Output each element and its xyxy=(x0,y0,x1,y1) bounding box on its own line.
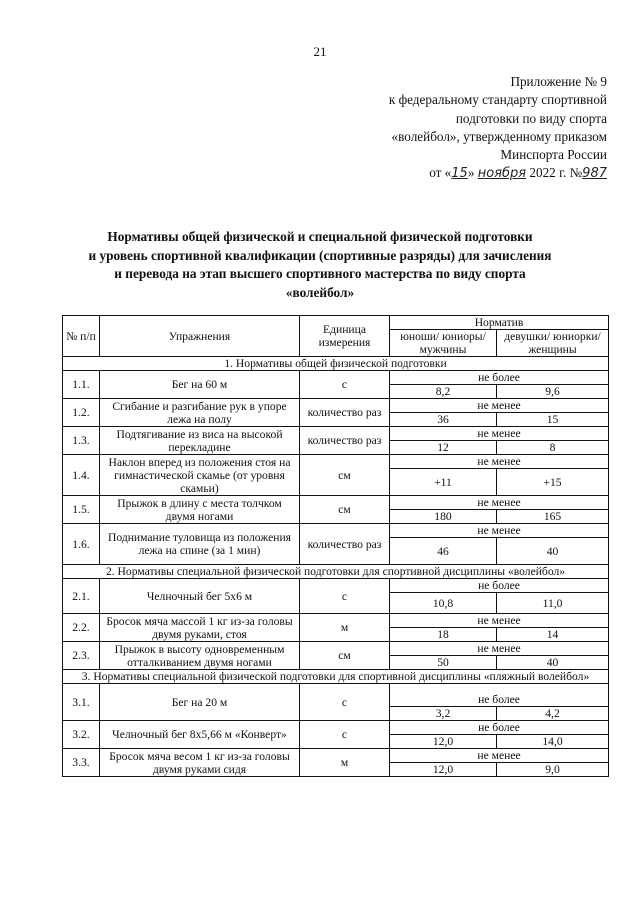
row-unit: м xyxy=(300,614,390,642)
row-value-boys: 3,2 xyxy=(390,707,497,721)
row-condition: не менее xyxy=(390,749,609,763)
row-num: 1.6. xyxy=(63,524,100,565)
row-unit: количество раз xyxy=(300,399,390,427)
row-unit: с xyxy=(300,721,390,749)
row-value-girls: 8 xyxy=(497,441,609,455)
page-number: 21 xyxy=(313,44,327,59)
section-header: 1. Нормативы общей физической подготовки xyxy=(63,357,609,371)
document-title xyxy=(40,228,600,302)
title-line: «волейбол» xyxy=(285,284,355,300)
row-condition: не менее xyxy=(390,642,609,656)
row-unit: количество раз xyxy=(300,524,390,565)
row-exercise: Сгибание и разгибание рук в упоре лежа на полу xyxy=(100,399,300,427)
row-unit: с xyxy=(300,371,390,399)
row-num: 1.3. xyxy=(63,427,100,455)
row-value-boys: 18 xyxy=(390,628,497,642)
row-value-boys: +11 xyxy=(390,469,497,496)
date-prefix: от « xyxy=(429,165,452,181)
row-unit: см xyxy=(300,496,390,524)
row-condition: не менее xyxy=(390,399,609,413)
row-num: 3.3. xyxy=(63,749,100,777)
row-exercise: Челночный бег 8х5,66 м «Конверт» xyxy=(100,721,300,749)
row-num: 2.2. xyxy=(63,614,100,642)
appendix-block xyxy=(307,73,607,184)
row-value-girls: 40 xyxy=(497,538,609,565)
header-norm: Норматив xyxy=(390,316,609,330)
handwritten-month: ноября xyxy=(477,166,527,182)
row-value-girls: 9,0 xyxy=(497,763,609,777)
row-condition: не менее xyxy=(390,455,609,469)
row-unit: см xyxy=(300,455,390,496)
row-value-girls: +15 xyxy=(497,469,609,496)
row-value-boys: 10,8 xyxy=(390,593,497,614)
row-value-girls: 11,0 xyxy=(497,593,609,614)
row-num: 3.1. xyxy=(63,684,100,721)
row-unit: м xyxy=(300,749,390,777)
row-exercise: Бросок мяча весом 1 кг из-за головы двумя руками сидя xyxy=(100,749,300,777)
row-unit: с xyxy=(300,684,390,721)
date-year: 2022 г. № xyxy=(529,165,583,181)
order-date-line xyxy=(307,164,607,183)
row-value-girls: 9,6 xyxy=(497,385,609,399)
title-line: Нормативы общей физической и специальной физической подготовки xyxy=(107,229,533,244)
section-header: 2. Нормативы специальной физической подготовки для спортивной дисциплины «волейбол» xyxy=(63,565,609,579)
appendix-line: подготовки по виду спорта xyxy=(455,110,607,126)
norms-table xyxy=(62,315,609,777)
appendix-line: Минспорта России xyxy=(500,147,607,163)
row-exercise: Подтягивание из виса на высокой перекладине xyxy=(100,427,300,455)
header-boys: юноши/ юниоры/ мужчины xyxy=(390,330,497,357)
section-header: 3. Нормативы специальной физической подготовки для спортивной дисциплины «пляжный волейбол» xyxy=(63,670,609,684)
row-condition: не более xyxy=(390,721,609,735)
row-value-boys: 12,0 xyxy=(390,735,497,749)
row-num: 1.4. xyxy=(63,455,100,496)
row-exercise: Прыжок в высоту одновременным отталкиванием двумя ногами xyxy=(100,642,300,670)
row-value-girls: 4,2 xyxy=(497,707,609,721)
row-condition: не более xyxy=(390,371,609,385)
handwritten-order-number: 987 xyxy=(582,166,607,182)
row-value-girls: 14 xyxy=(497,628,609,642)
row-value-boys: 12,0 xyxy=(390,763,497,777)
header-num: № п/п xyxy=(63,316,100,357)
appendix-line: к федеральному стандарту спортивной xyxy=(388,92,607,108)
row-num: 1.5. xyxy=(63,496,100,524)
row-exercise: Бросок мяча массой 1 кг из-за головы двумя руками, стоя xyxy=(100,614,300,642)
row-unit: с xyxy=(300,579,390,614)
row-num: 2.1. xyxy=(63,579,100,614)
row-exercise: Челночный бег 5х6 м xyxy=(100,579,300,614)
row-condition: не менее xyxy=(390,614,609,628)
row-value-boys: 36 xyxy=(390,413,497,427)
row-value-girls: 15 xyxy=(497,413,609,427)
row-condition: не более xyxy=(390,579,609,593)
row-exercise: Бег на 20 м xyxy=(100,684,300,721)
title-line: и уровень спортивной квалификации (спортивные разряды) для зачисления xyxy=(88,247,552,263)
row-exercise: Поднимание туловища из положения лежа на спине (за 1 мин) xyxy=(100,524,300,565)
row-exercise: Наклон вперед из положения стоя на гимнастической скамье (от уровня скамьи) xyxy=(100,455,300,496)
row-num: 2.3. xyxy=(63,642,100,670)
row-num: 3.2. xyxy=(63,721,100,749)
appendix-line: «волейбол», утвержденному приказом xyxy=(391,128,607,144)
header-unit: Единица измерения xyxy=(300,316,390,357)
date-mid: » xyxy=(467,165,475,181)
row-value-boys: 8,2 xyxy=(390,385,497,399)
header-girls: девушки/ юниорки/ женщины xyxy=(497,330,609,357)
row-condition: не менее xyxy=(390,524,609,538)
row-unit: см xyxy=(300,642,390,670)
row-unit: количество раз xyxy=(300,427,390,455)
row-num: 1.2. xyxy=(63,399,100,427)
appendix-line: Приложение № 9 xyxy=(510,74,607,89)
handwritten-day: 15 xyxy=(451,166,468,182)
row-num: 1.1. xyxy=(63,371,100,399)
row-condition: не менее xyxy=(390,496,609,510)
row-value-boys: 12 xyxy=(390,441,497,455)
row-value-girls: 14,0 xyxy=(497,735,609,749)
row-value-boys: 46 xyxy=(390,538,497,565)
title-line: и перевода на этап высшего спортивного мастерства по виду спорта xyxy=(114,266,526,281)
row-value-boys: 180 xyxy=(390,510,497,524)
row-condition: не более xyxy=(390,684,609,707)
row-value-boys: 50 xyxy=(390,656,497,670)
row-value-girls: 165 xyxy=(497,510,609,524)
row-exercise: Прыжок в длину с места толчком двумя ногами xyxy=(100,496,300,524)
header-exercise: Упражнения xyxy=(100,316,300,357)
row-condition: не менее xyxy=(390,427,609,441)
row-value-girls: 40 xyxy=(497,656,609,670)
row-exercise: Бег на 60 м xyxy=(100,371,300,399)
